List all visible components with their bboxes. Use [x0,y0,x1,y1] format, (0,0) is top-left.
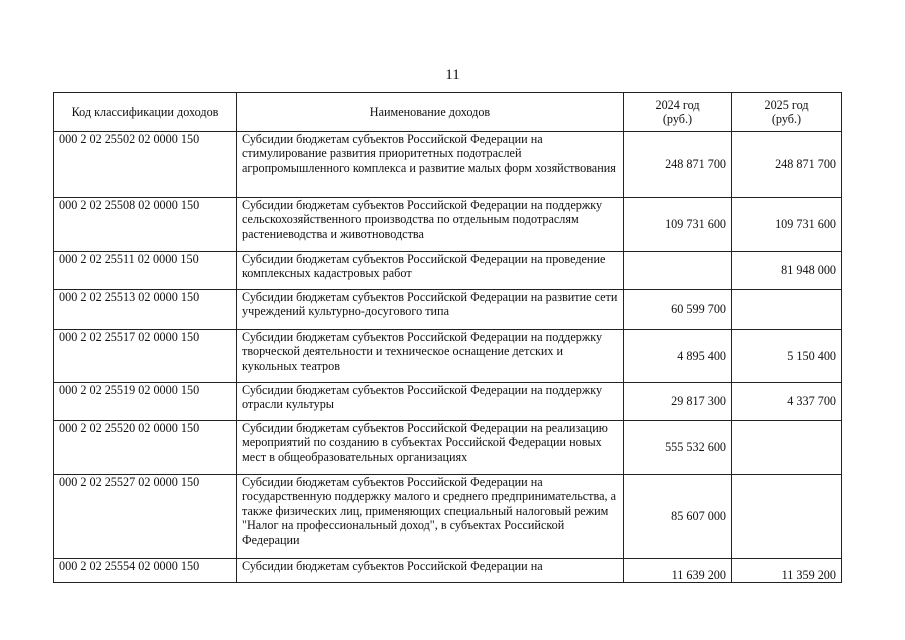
row-name: Субсидии бюджетам субъектов Российской Федерации на [237,559,624,583]
row-amount-2024: 248 871 700 [624,132,732,198]
table-row [54,383,842,421]
row-amount-2024 [624,252,732,290]
header-2025-unit: (руб.) [771,112,802,126]
row-amount-2024: 29 817 300 [624,383,732,421]
header-2024 [624,93,732,132]
header-2025 [732,93,842,132]
row-code: 000 2 02 25554 02 0000 150 [54,559,237,583]
row-name: Субсидии бюджетам субъектов Российской Федерации на поддержку творческой деятельности и техническое оснащение детских и кукольных театров [237,330,624,383]
row-code: 000 2 02 25502 02 0000 150 [54,132,237,198]
header-2024-unit: (руб.) [662,112,693,126]
row-name: Субсидии бюджетам субъектов Российской Федерации на поддержку отрасли культуры [237,383,624,421]
row-amount-2025: 4 337 700 [732,383,842,421]
row-name: Субсидии бюджетам субъектов Российской Федерации на проведение комплексных кадастровых работ [237,252,624,290]
row-amount-2024: 109 731 600 [624,198,732,252]
row-amount-2025 [732,475,842,559]
header-code: Код классификации доходов [54,93,237,132]
row-amount-2025: 81 948 000 [732,252,842,290]
row-name: Субсидии бюджетам субъектов Российской Федерации на развитие сети учреждений культурно-досугового типа [237,290,624,330]
row-amount-2025: 109 731 600 [732,198,842,252]
row-name: Субсидии бюджетам субъектов Российской Федерации на реализацию мероприятий по созданию в субъектах Российской Федерации новых мест в общеобразовательных организациях [237,421,624,475]
row-code: 000 2 02 25508 02 0000 150 [54,198,237,252]
row-amount-2025: 11 359 200 [732,559,842,583]
row-name: Субсидии бюджетам субъектов Российской Федерации на поддержку сельскохозяйственного производства по отдельным подотраслям растениеводства и животноводства [237,198,624,252]
header-2025-year: 2025 год [764,97,809,112]
table-row [54,252,842,290]
row-name: Субсидии бюджетам субъектов Российской Федерации на государственную поддержку малого и среднего предпринимательства, а также физических лиц, применяющих специальный налоговый режим "Налог на профессиональный доход", в субъектах Российской Федерации [237,475,624,559]
row-code: 000 2 02 25520 02 0000 150 [54,421,237,475]
row-amount-2024: 4 895 400 [624,330,732,383]
table-row [54,132,842,198]
row-code: 000 2 02 25527 02 0000 150 [54,475,237,559]
row-amount-2024: 11 639 200 [624,559,732,583]
row-amount-2025 [732,290,842,330]
table-row [54,330,842,383]
page-number: 11 [445,67,460,83]
table-row [54,559,842,583]
row-amount-2025 [732,421,842,475]
header-2024-year: 2024 год [655,97,700,112]
header-name: Наименование доходов [237,93,624,132]
row-code: 000 2 02 25511 02 0000 150 [54,252,237,290]
revenue-table [53,92,842,583]
row-code: 000 2 02 25517 02 0000 150 [54,330,237,383]
table-row [54,290,842,330]
table-header-row [54,93,842,132]
row-amount-2024: 60 599 700 [624,290,732,330]
row-amount-2024: 85 607 000 [624,475,732,559]
row-code: 000 2 02 25519 02 0000 150 [54,383,237,421]
row-name: Субсидии бюджетам субъектов Российской Федерации на стимулирование развития приоритетных подотраслей агропромышленного комплекса и развитие малых форм хозяйствования [237,132,624,198]
table-row [54,421,842,475]
row-code: 000 2 02 25513 02 0000 150 [54,290,237,330]
table-row [54,475,842,559]
row-amount-2024: 555 532 600 [624,421,732,475]
row-amount-2025: 248 871 700 [732,132,842,198]
table-row [54,198,842,252]
row-amount-2025: 5 150 400 [732,330,842,383]
